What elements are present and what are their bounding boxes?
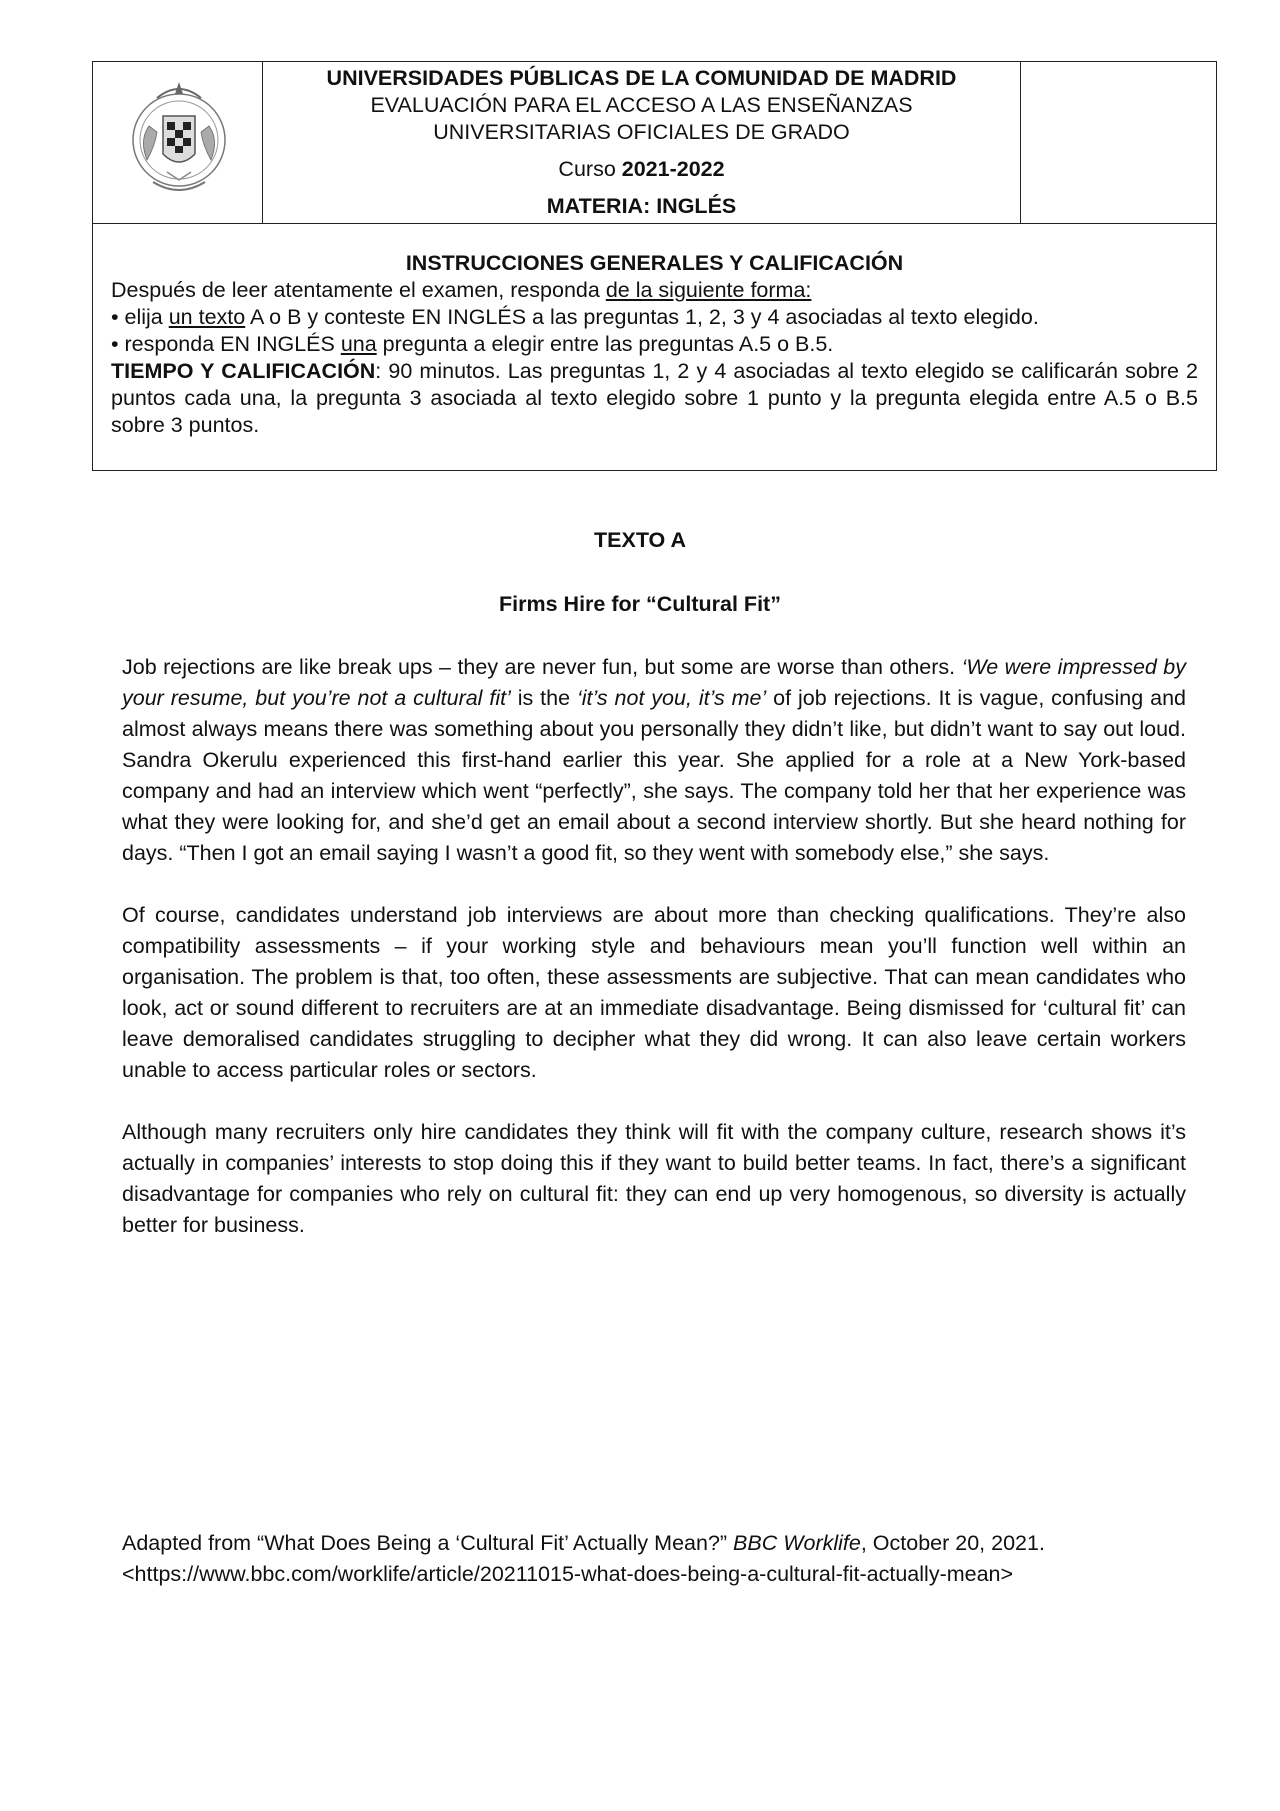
header-empty-cell: [1021, 62, 1216, 223]
course-line: [263, 156, 1020, 183]
text-a-label: TEXTO A: [594, 528, 686, 552]
instructions-title: INSTRUCCIONES GENERALES Y CALIFICACIÓN: [405, 251, 904, 275]
course-year: 2021-2022: [621, 157, 725, 181]
instructions-bullet-1: [111, 304, 1198, 331]
bullet2-text-a: • responda EN INGLÉS: [111, 332, 341, 356]
instructions-intro: [111, 277, 1198, 304]
instructions-time: [111, 358, 1198, 439]
exam-name-line1: EVALUACIÓN PARA EL ACCESO A LAS ENSEÑANZAS: [370, 93, 913, 117]
subject-line: MATERIA: INGLÉS: [546, 194, 737, 218]
intro-underlined: de la siguiente forma:: [605, 278, 812, 302]
article-paragraph-2: Of course, candidates understand job interviews are about more than checking qualifications. They’re also compatibility assessments – if your working style and behaviours mean you’ll function well within an organisation. The problem is that, too often, these assessments are subjective. That can mean candidates who look, act or sound different to recruiters are at an immediate disadvantage. Being dismissed for ‘cultural fit’ can leave demoralised candidates struggling to decipher what they did wrong. It can also leave certain workers unable to access particular roles or sectors.: [122, 903, 1186, 1082]
university-seal-icon: [129, 76, 229, 204]
bullet2-text-c: pregunta a elegir entre las preguntas A.5 o B.5.: [376, 332, 834, 356]
exam-name-line2: UNIVERSITARIAS OFICIALES DE GRADO: [433, 120, 850, 144]
text-a-title: Firms Hire for “Cultural Fit”: [499, 592, 781, 616]
source-publication: BBC Worklife: [733, 1531, 861, 1555]
intro-text: Después de leer atentamente el examen, responda: [111, 278, 606, 302]
article-paragraph-3: Although many recruiters only hire candidates they think will fit with the company culture, research shows it’s actually in companies’ interests to stop doing this if they want to build better teams. In fact, there’s a significant disadvantage for companies who rely on cultural fit: they can end up very homogenous, so diversity is actually better for business.: [122, 1120, 1186, 1237]
time-text: : 90 minutos. Las preguntas 1, 2 y 4 asociadas al texto elegido se calificarán sobre 2 puntos cada una, la pregunta 3 asociada al texto elegido sobre 1 punto y la pregunta elegida entre A.5 o B.5 sobre 3 puntos.: [111, 359, 1198, 437]
time-label: TIEMPO Y CALIFICACIÓN: [111, 359, 376, 383]
source-url: <https://www.bbc.com/worklife/article/20211015-what-does-being-a-cultural-fit-actually-mean>: [122, 1562, 1014, 1586]
header-title-cell: [263, 62, 1021, 223]
bullet1-text-a: • elija: [111, 305, 169, 329]
article-paragraph-1: [122, 652, 1186, 869]
instructions-section: [93, 224, 1216, 439]
p1-text-c: is the: [510, 686, 577, 710]
article-source: [122, 1528, 1186, 1590]
header-top-row: [93, 62, 1216, 224]
exam-header-table: [92, 61, 1217, 471]
course-label: Curso: [558, 157, 622, 181]
logo-cell: [93, 62, 263, 223]
p1-text-a: Job rejections are like break ups – they are never fun, but some are worse than others.: [122, 655, 962, 679]
bullet1-text-c: A o B y conteste EN INGLÉS a las preguntas 1, 2, 3 y 4 asociadas al texto elegido.: [245, 305, 1039, 329]
p1-italic: ‘it’s not you, it’s me’: [576, 686, 767, 710]
bullet2-underlined: una: [340, 332, 377, 356]
source-text-a: Adapted from “What Does Being a ‘Cultural Fit’ Actually Mean?”: [122, 1531, 734, 1555]
university-name: UNIVERSIDADES PÚBLICAS DE LA COMUNIDAD DE MADRID: [326, 66, 957, 90]
p1-text-e: of job rejections. It is vague, confusing and almost always means there was something about you personally they didn’t like, but didn’t want to say out loud. Sandra Okerulu experienced this first-hand earlier this year. She applied for a role at a New York-based company and had an interview which went “perfectly”, she says. The company told her that her experience was what they were looking for, and she’d get an email about a second interview shortly. But she heard nothing for days. “Then I got an email saying I wasn’t a good fit, so they went with somebody else,” she says.: [122, 686, 1186, 865]
source-date: , October 20, 2021.: [860, 1531, 1045, 1555]
bullet1-underlined: un texto: [168, 305, 246, 329]
instructions-bullet-2: [111, 331, 1198, 358]
p1-quote: ‘We were impressed by your resume, but you’re not a cultural fit’: [122, 655, 1186, 710]
article-body: [122, 652, 1186, 1241]
